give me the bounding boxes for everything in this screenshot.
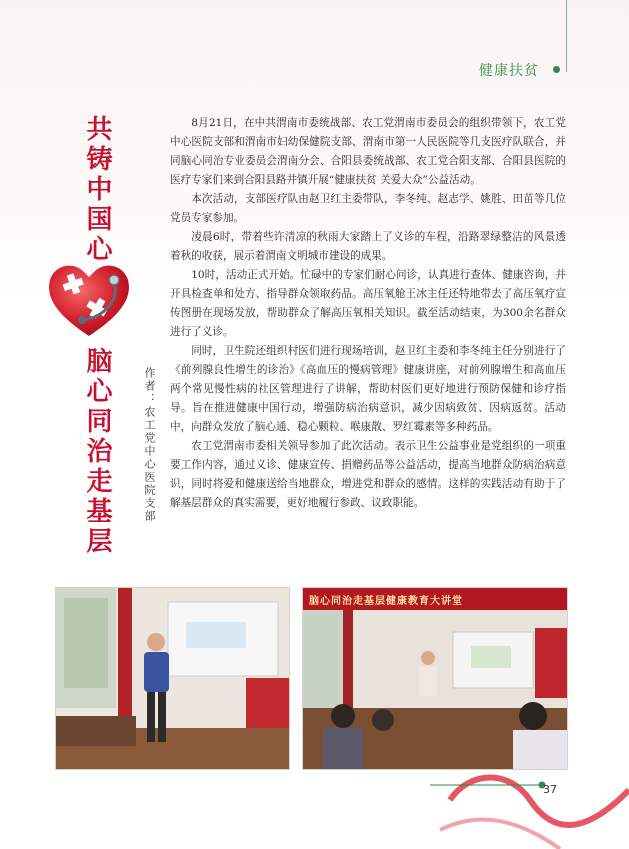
title-line-1: 共铸中国心 xyxy=(82,115,112,265)
section-dot xyxy=(553,66,560,73)
paragraph: 本次活动，支部医疗队由赵卫红主委带队，李冬纯、赵志学、姚胜、田苗等几位党员专家参加。 xyxy=(170,193,566,224)
photo-lecture-speaker-image xyxy=(56,588,289,769)
paragraph: 农工党渭南市委相关领导参加了此次活动。表示卫生公益事业是党组织的一项重要工作内容，通过义诊、健康宣传、捐赠药品等公益活动，提高当地群众防病治病意识，同时将爱和健康送给当地群众，增进党和群众的感情。这样的实践活动有助于了解基层群众的真实需要，更好地履行参政、议政职能。 xyxy=(170,440,566,509)
paragraph: 同时，卫生院还组织村医们进行现场培训，赵卫红主委和李冬纯主任分别进行了《前列腺良性增生的诊治》《高血压的慢病管理》健康讲座，对前列腺增生和高血压两个常见慢性病的社区管理进行了讲解，帮助村医们更好地进行预防保健和诊疗指导。旨在推进健康中国行动，增强防病治病意识，减少因病致贫、因病返贫。活动中，向群众发放了脑心通、稳心颗粒、喉康散、罗红霉素等多种药品。 xyxy=(170,345,566,433)
red-ribbon-decoration xyxy=(430,760,629,849)
photo-classroom-lecture xyxy=(302,587,568,770)
title-line-2: 脑心同治走基层 xyxy=(82,347,112,557)
heart-stethoscope-icon xyxy=(44,258,134,340)
paragraph: 凌晨6时，带着些许清凉的秋雨大家踏上了义诊的车程，沿路翠绿整洁的风景透着秋的收获，展示着渭南文明城市建设的成果。 xyxy=(170,231,566,262)
page-number: 37 xyxy=(543,783,557,796)
banner-text: 脑心同治走基层健康教育大讲堂 xyxy=(309,596,463,607)
photo-lecture-speaker xyxy=(55,587,290,770)
paragraph: 10时，活动正式开始。忙碌中的专家们耐心问诊，认真进行查体、健康咨询，并开具检查单和处方、指导群众领取药品。高压氧舱王冰主任还特地带去了高压氧疗宣传图册在现场发放，帮助群众了解高压氧相关知识。截至活动结束，为300余名群众进行了义诊。 xyxy=(170,269,566,338)
section-line xyxy=(566,0,567,72)
article-body xyxy=(170,114,566,513)
photo-classroom-image xyxy=(303,588,567,769)
author-byline: 作者：农工党中心医院支部 xyxy=(143,367,156,523)
paragraph: 8月21日，在中共渭南市委统战部、农工党渭南市委员会的组织带领下，农工党中心医院支部和渭南市妇幼保健院支部、渭南市第一人民医院等几支医疗队联合，并同脑心同治专业委员会渭南分会、合阳县委统战部、农工党合阳支部、合阳县医院的医疗专家们来到合阳县路井镇开展“健康扶贫 关爱大众”公益活动。 xyxy=(170,117,566,186)
section-tag: 健康扶贫 xyxy=(479,63,539,79)
